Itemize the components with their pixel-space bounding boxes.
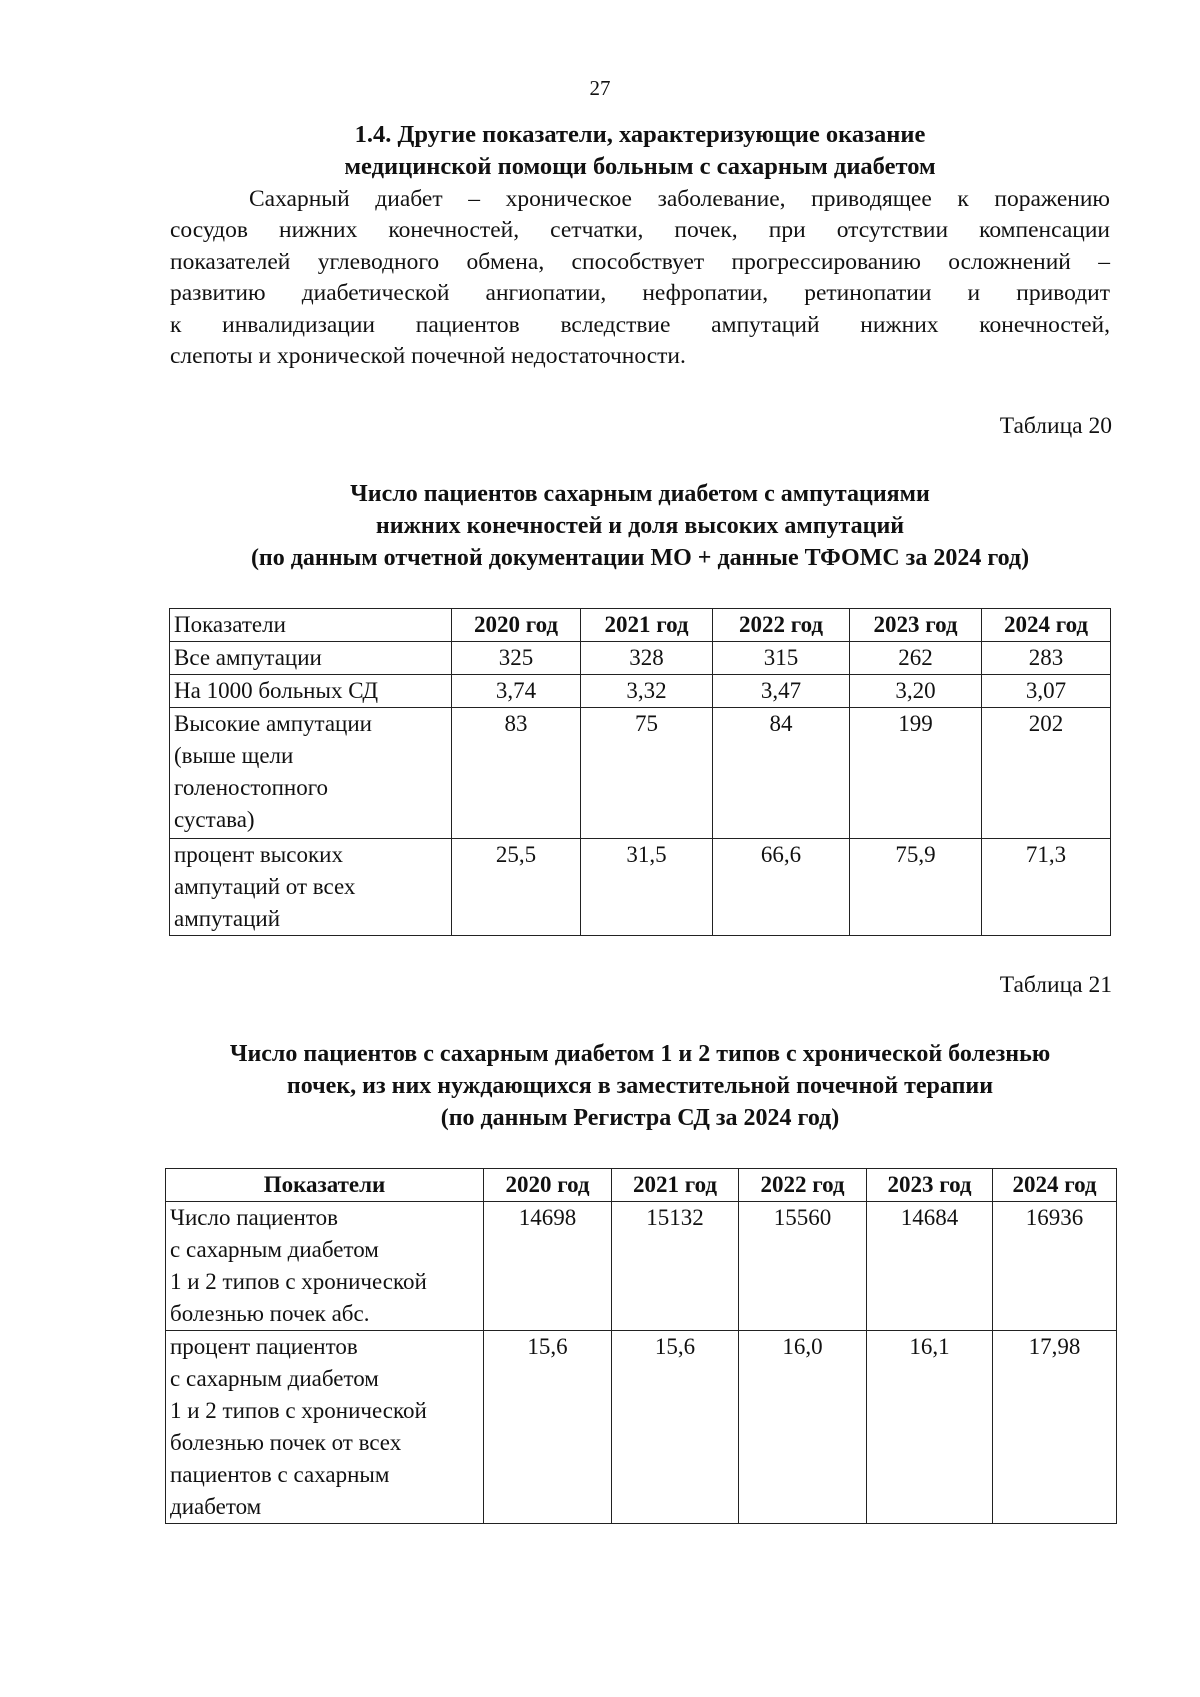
column-header-year: 2023 год	[867, 1169, 993, 1202]
column-header-year: 2020 год	[452, 609, 581, 642]
column-header-year: 2023 год	[850, 609, 982, 642]
table-cell: 16,0	[739, 1331, 867, 1524]
body-paragraph	[170, 184, 1110, 372]
table-cell: 15132	[612, 1202, 739, 1331]
row-label-line: голеностопного	[174, 775, 329, 800]
row-label-line: Число пациентов	[170, 1205, 338, 1230]
column-header-year: 2024 год	[993, 1169, 1117, 1202]
table-row	[170, 839, 1111, 936]
row-label: На 1000 больных СД	[170, 675, 452, 708]
table-row	[170, 675, 1111, 708]
table-cell: 3,07	[982, 675, 1111, 708]
amputations-table	[169, 608, 1111, 936]
kidney-disease-table	[165, 1168, 1117, 1524]
table-cell: 16,1	[867, 1331, 993, 1524]
table-cell: 16936	[993, 1202, 1117, 1331]
table-cell: 315	[713, 642, 850, 675]
table-cell: 71,3	[982, 839, 1111, 936]
table-cell: 328	[581, 642, 713, 675]
table-title-line: нижних конечностей и доля высоких ампутаций	[375, 513, 905, 539]
table-cell: 84	[713, 708, 850, 839]
row-label-line: (выше щели	[174, 743, 294, 768]
table-cell: 283	[982, 642, 1111, 675]
column-header-year: 2021 год	[581, 609, 713, 642]
table-21-title	[170, 1038, 1110, 1134]
column-header-year: 2022 год	[713, 609, 850, 642]
row-label-line: с сахарным диабетом	[170, 1366, 379, 1391]
section-heading	[170, 119, 1110, 183]
column-header-year: 2020 год	[484, 1169, 612, 1202]
paragraph-line: Сахарный диабет – хроническое заболевание, приводящее к поражению	[249, 186, 1110, 212]
table-cell: 25,5	[452, 839, 581, 936]
table-cell: 325	[452, 642, 581, 675]
column-header-indicators: Показатели	[166, 1169, 484, 1202]
table-cell: 199	[850, 708, 982, 839]
table-cell: 3,20	[850, 675, 982, 708]
row-label	[166, 1202, 484, 1331]
table-title-line: Число пациентов сахарным диабетом с ампутациями	[350, 481, 930, 507]
table-title-line: почек, из них нуждающихся в заместительной почечной терапии	[286, 1073, 994, 1099]
table-cell: 3,47	[713, 675, 850, 708]
table-row	[166, 1331, 1117, 1524]
paragraph-line: показателей углеводного обмена, способствует прогрессированию осложнений –	[170, 248, 1110, 275]
row-label-line: болезнью почек от всех	[170, 1430, 402, 1455]
column-header-year: 2021 год	[612, 1169, 739, 1202]
table-title-line: Число пациентов с сахарным диабетом 1 и 2 типов с хронической болезнью	[229, 1041, 1051, 1067]
row-label-line: диабетом	[170, 1494, 262, 1519]
table-cell: 14698	[484, 1202, 612, 1331]
table-20-title	[170, 478, 1110, 574]
paragraph-line: сосудов нижних конечностей, сетчатки, почек, при отсутствии компенсации	[170, 217, 1110, 244]
section-heading-line: 1.4. Другие показатели, характеризующие оказание	[354, 121, 926, 148]
row-label-line: процент высоких	[174, 842, 343, 867]
table-title-line: (по данным Регистра СД за 2024 год)	[440, 1105, 840, 1131]
row-label-line: 1 и 2 типов с хронической	[170, 1269, 427, 1294]
table-cell: 83	[452, 708, 581, 839]
row-label	[170, 708, 452, 839]
row-label-line: Высокие ампутации	[174, 711, 372, 736]
row-label-line: ампутаций	[174, 906, 281, 931]
column-header-year: 2022 год	[739, 1169, 867, 1202]
table-20-label: Таблица 20	[999, 413, 1112, 439]
row-label-line: с сахарным диабетом	[170, 1237, 379, 1262]
table-cell: 15560	[739, 1202, 867, 1331]
table-cell: 75,9	[850, 839, 982, 936]
row-label-line: ампутаций от всех	[174, 874, 356, 899]
table-cell: 3,74	[452, 675, 581, 708]
paragraph-line: развитию диабетической ангиопатии, нефропатии, ретинопатии и приводит	[170, 280, 1110, 307]
table-row	[166, 1202, 1117, 1331]
paragraph-line: слепоты и хронической почечной недостаточности.	[170, 343, 686, 370]
table-header-row	[170, 609, 1111, 642]
row-label-line: болезнью почек абс.	[170, 1301, 370, 1326]
table-21-label: Таблица 21	[999, 972, 1112, 998]
table-cell: 202	[982, 708, 1111, 839]
table-cell: 66,6	[713, 839, 850, 936]
table-cell: 17,98	[993, 1331, 1117, 1524]
table-row	[170, 708, 1111, 839]
table-cell: 15,6	[612, 1331, 739, 1524]
section-heading-line: медицинской помощи больным с сахарным диабетом	[344, 153, 936, 180]
table-header-row	[166, 1169, 1117, 1202]
table-cell: 14684	[867, 1202, 993, 1331]
row-label: Все ампутации	[170, 642, 452, 675]
table-cell: 262	[850, 642, 982, 675]
table-row	[170, 642, 1111, 675]
table-title-line: (по данным отчетной документации МО + данные ТФОМС за 2024 год)	[250, 545, 1030, 571]
row-label-line: 1 и 2 типов с хронической	[170, 1398, 427, 1423]
table-cell: 15,6	[484, 1331, 612, 1524]
row-label-line: пациентов с сахарным	[170, 1462, 390, 1487]
row-label-line: процент пациентов	[170, 1334, 358, 1359]
column-header-year: 2024 год	[982, 609, 1111, 642]
row-label-line: сустава)	[174, 807, 255, 832]
paragraph-line: к инвалидизации пациентов вследствие ампутаций нижних конечностей,	[170, 311, 1110, 338]
row-label	[166, 1331, 484, 1524]
table-cell: 75	[581, 708, 713, 839]
table-cell: 3,32	[581, 675, 713, 708]
row-label	[170, 839, 452, 936]
table-cell: 31,5	[581, 839, 713, 936]
column-header-indicators: Показатели	[170, 609, 452, 642]
page-number: 27	[589, 76, 611, 100]
